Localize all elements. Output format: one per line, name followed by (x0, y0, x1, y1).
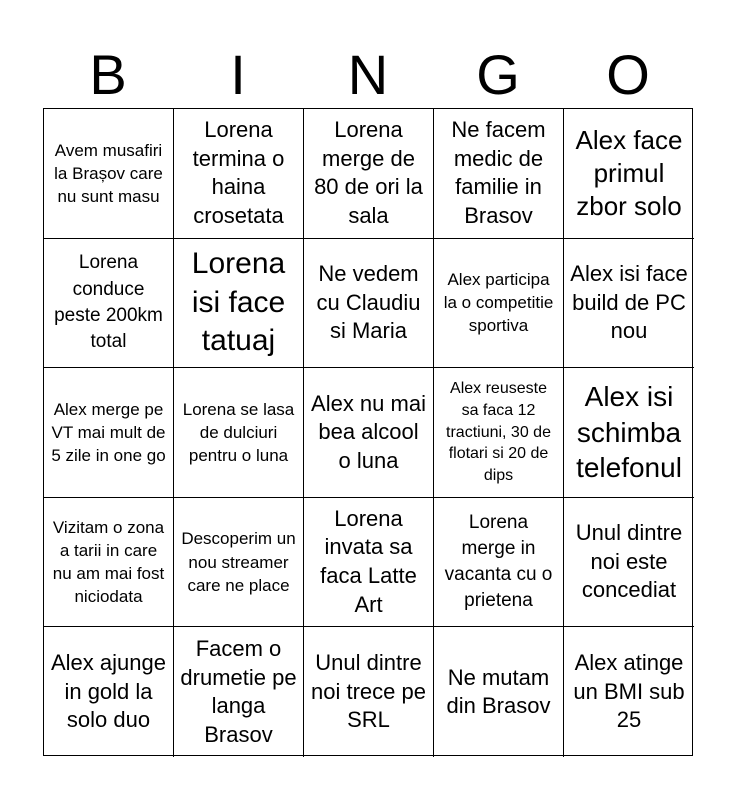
bingo-cell-r3c5[interactable]: Alex isi schimba telefonul (564, 368, 694, 498)
bingo-cell-r5c5[interactable]: Alex atinge un BMI sub 25 (573, 650, 685, 733)
bingo-cell-r2c1[interactable]: Lorena conduce peste 200km total (44, 239, 174, 369)
bingo-cell-r5c2[interactable]: Facem o drumetie pe langa Brasov (174, 627, 304, 757)
bingo-cell-r4c3[interactable]: Lorena invata sa faca Latte Art (304, 498, 434, 628)
bingo-cell-r2c2[interactable]: Lorena isi face tatuaj (174, 239, 304, 369)
bingo-header (43, 42, 693, 108)
bingo-cell-r5c3[interactable]: Unul dintre noi trece pe SRL (304, 627, 434, 757)
bingo-cell-r4c4[interactable]: Lorena merge in vacanta cu o prietena (434, 498, 564, 628)
bingo-cell-r1c4[interactable]: Ne facem medic de familie in Brasov (434, 109, 564, 239)
bingo-cell-r2c4[interactable]: Alex participa la o competitie sportiva (434, 239, 564, 369)
bingo-cell-r3c3[interactable]: Alex nu mai bea alcool o luna (304, 368, 434, 498)
header-letter-b: B (89, 43, 127, 106)
bingo-cell-r1c2[interactable]: Lorena termina o haina crosetata (174, 109, 304, 239)
bingo-cell-r5c1[interactable]: Alex ajunge in gold la solo duo (44, 627, 174, 757)
bingo-cell-r4c2[interactable]: Descoperim un nou streamer care ne place (174, 498, 304, 628)
bingo-cell-r2c3[interactable]: Ne vedem cu Claudiu si Maria (304, 239, 434, 369)
bingo-board (43, 108, 693, 756)
bingo-cell-r1c3[interactable]: Lorena merge de 80 de ori la sala (304, 109, 434, 239)
header-letter-o: O (606, 43, 650, 106)
header-letter-n: N (347, 43, 389, 106)
bingo-cell-r3c1[interactable]: Alex merge pe VT mai mult de 5 zile in one go (44, 368, 174, 498)
bingo-cell-r2c5[interactable]: Alex isi face build de PC nou (564, 239, 694, 369)
bingo-cell-r5c4[interactable]: Ne mutam din Brasov (434, 627, 564, 757)
bingo-cell-r4c1[interactable]: Vizitam o zona a tarii in care nu am mai fost niciodata (44, 498, 174, 628)
bingo-cell-r4c5[interactable]: Unul dintre noi este concediat (564, 498, 694, 628)
bingo-cell-r3c2[interactable]: Lorena se lasa de dulciuri pentru o luna (174, 368, 304, 498)
bingo-cell-r3c4[interactable]: Alex reuseste sa faca 12 tractiuni, 30 de flotari si 20 de dips (434, 368, 564, 498)
bingo-cell-r1c1[interactable]: Avem musafiri la Brașov care nu sunt masu (44, 109, 174, 239)
header-letter-g: G (476, 43, 520, 106)
header-letter-i: I (230, 43, 246, 106)
bingo-cell-r1c5[interactable]: Alex face primul zbor solo (564, 109, 694, 239)
